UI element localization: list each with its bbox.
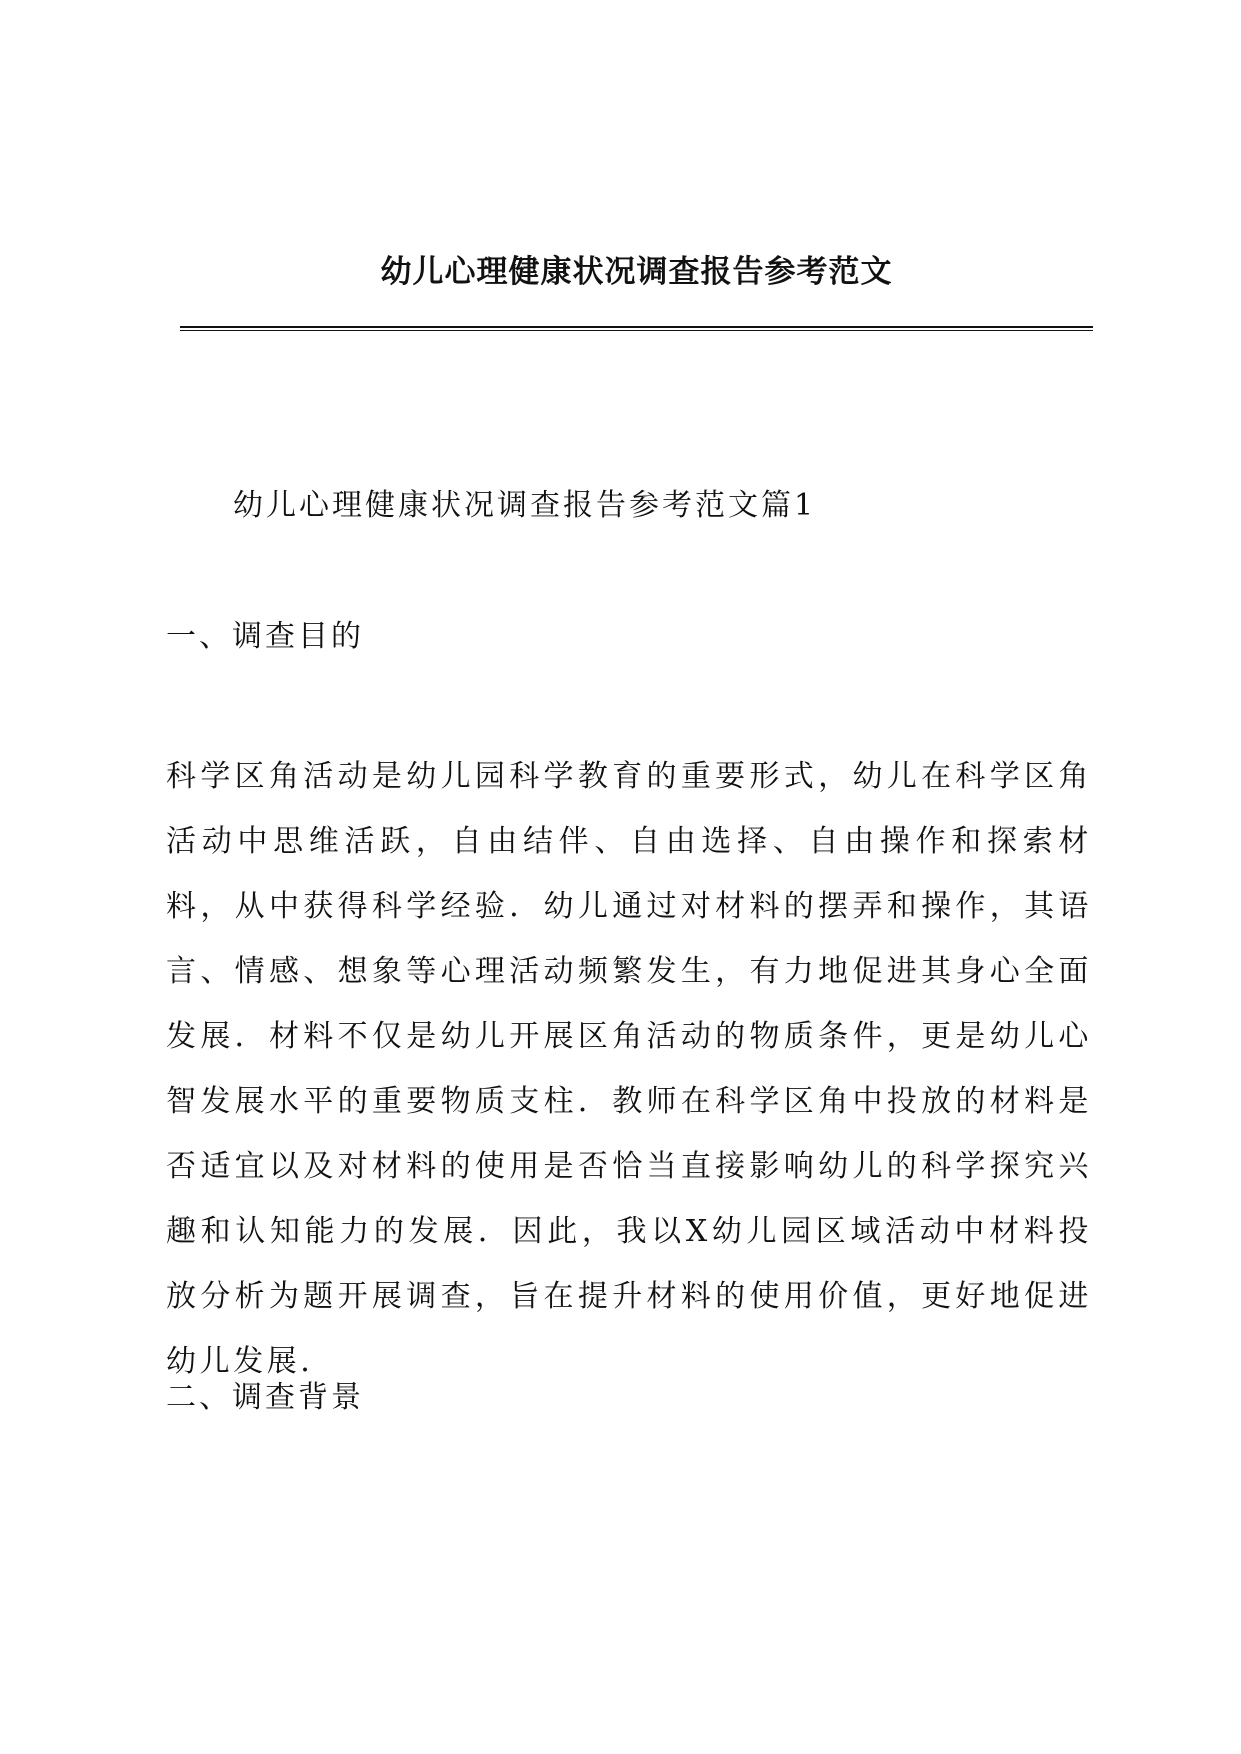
document-title: 幼儿心理健康状况调查报告参考范文: [380, 254, 893, 290]
article-title: 幼儿心理健康状况调查报告参考范文篇1: [233, 488, 817, 523]
section-heading-background: 二、调查背景: [166, 1380, 364, 1415]
body-paragraph-purpose: 科学区角活动是幼儿园科学教育的重要形式，幼儿在科学区角活动中思维活跃，自由结伴、自由选择、自由操作和探索材料，从中获得科学经验．幼儿通过对材料的摆弄和操作，其语言、情感、想象等心理活动频繁发生，有力地促进其身心全面发展．材料不仅是幼儿开展区角活动的物质条件，更是幼儿心智发展水平的重要物质支柱．教师在科学区角中投放的材料是否适宜以及对材料的使用是否恰当直接影响幼儿的科学探究兴趣和认知能力的发展．因此，我以X幼儿园区域活动中材料投放分析为题开展调查，旨在提升材料的使用价值，更好地促进幼儿发展．: [166, 759, 1092, 1379]
section-heading-purpose: 一、调查目的: [166, 619, 364, 654]
title-double-rule: [180, 326, 1093, 331]
